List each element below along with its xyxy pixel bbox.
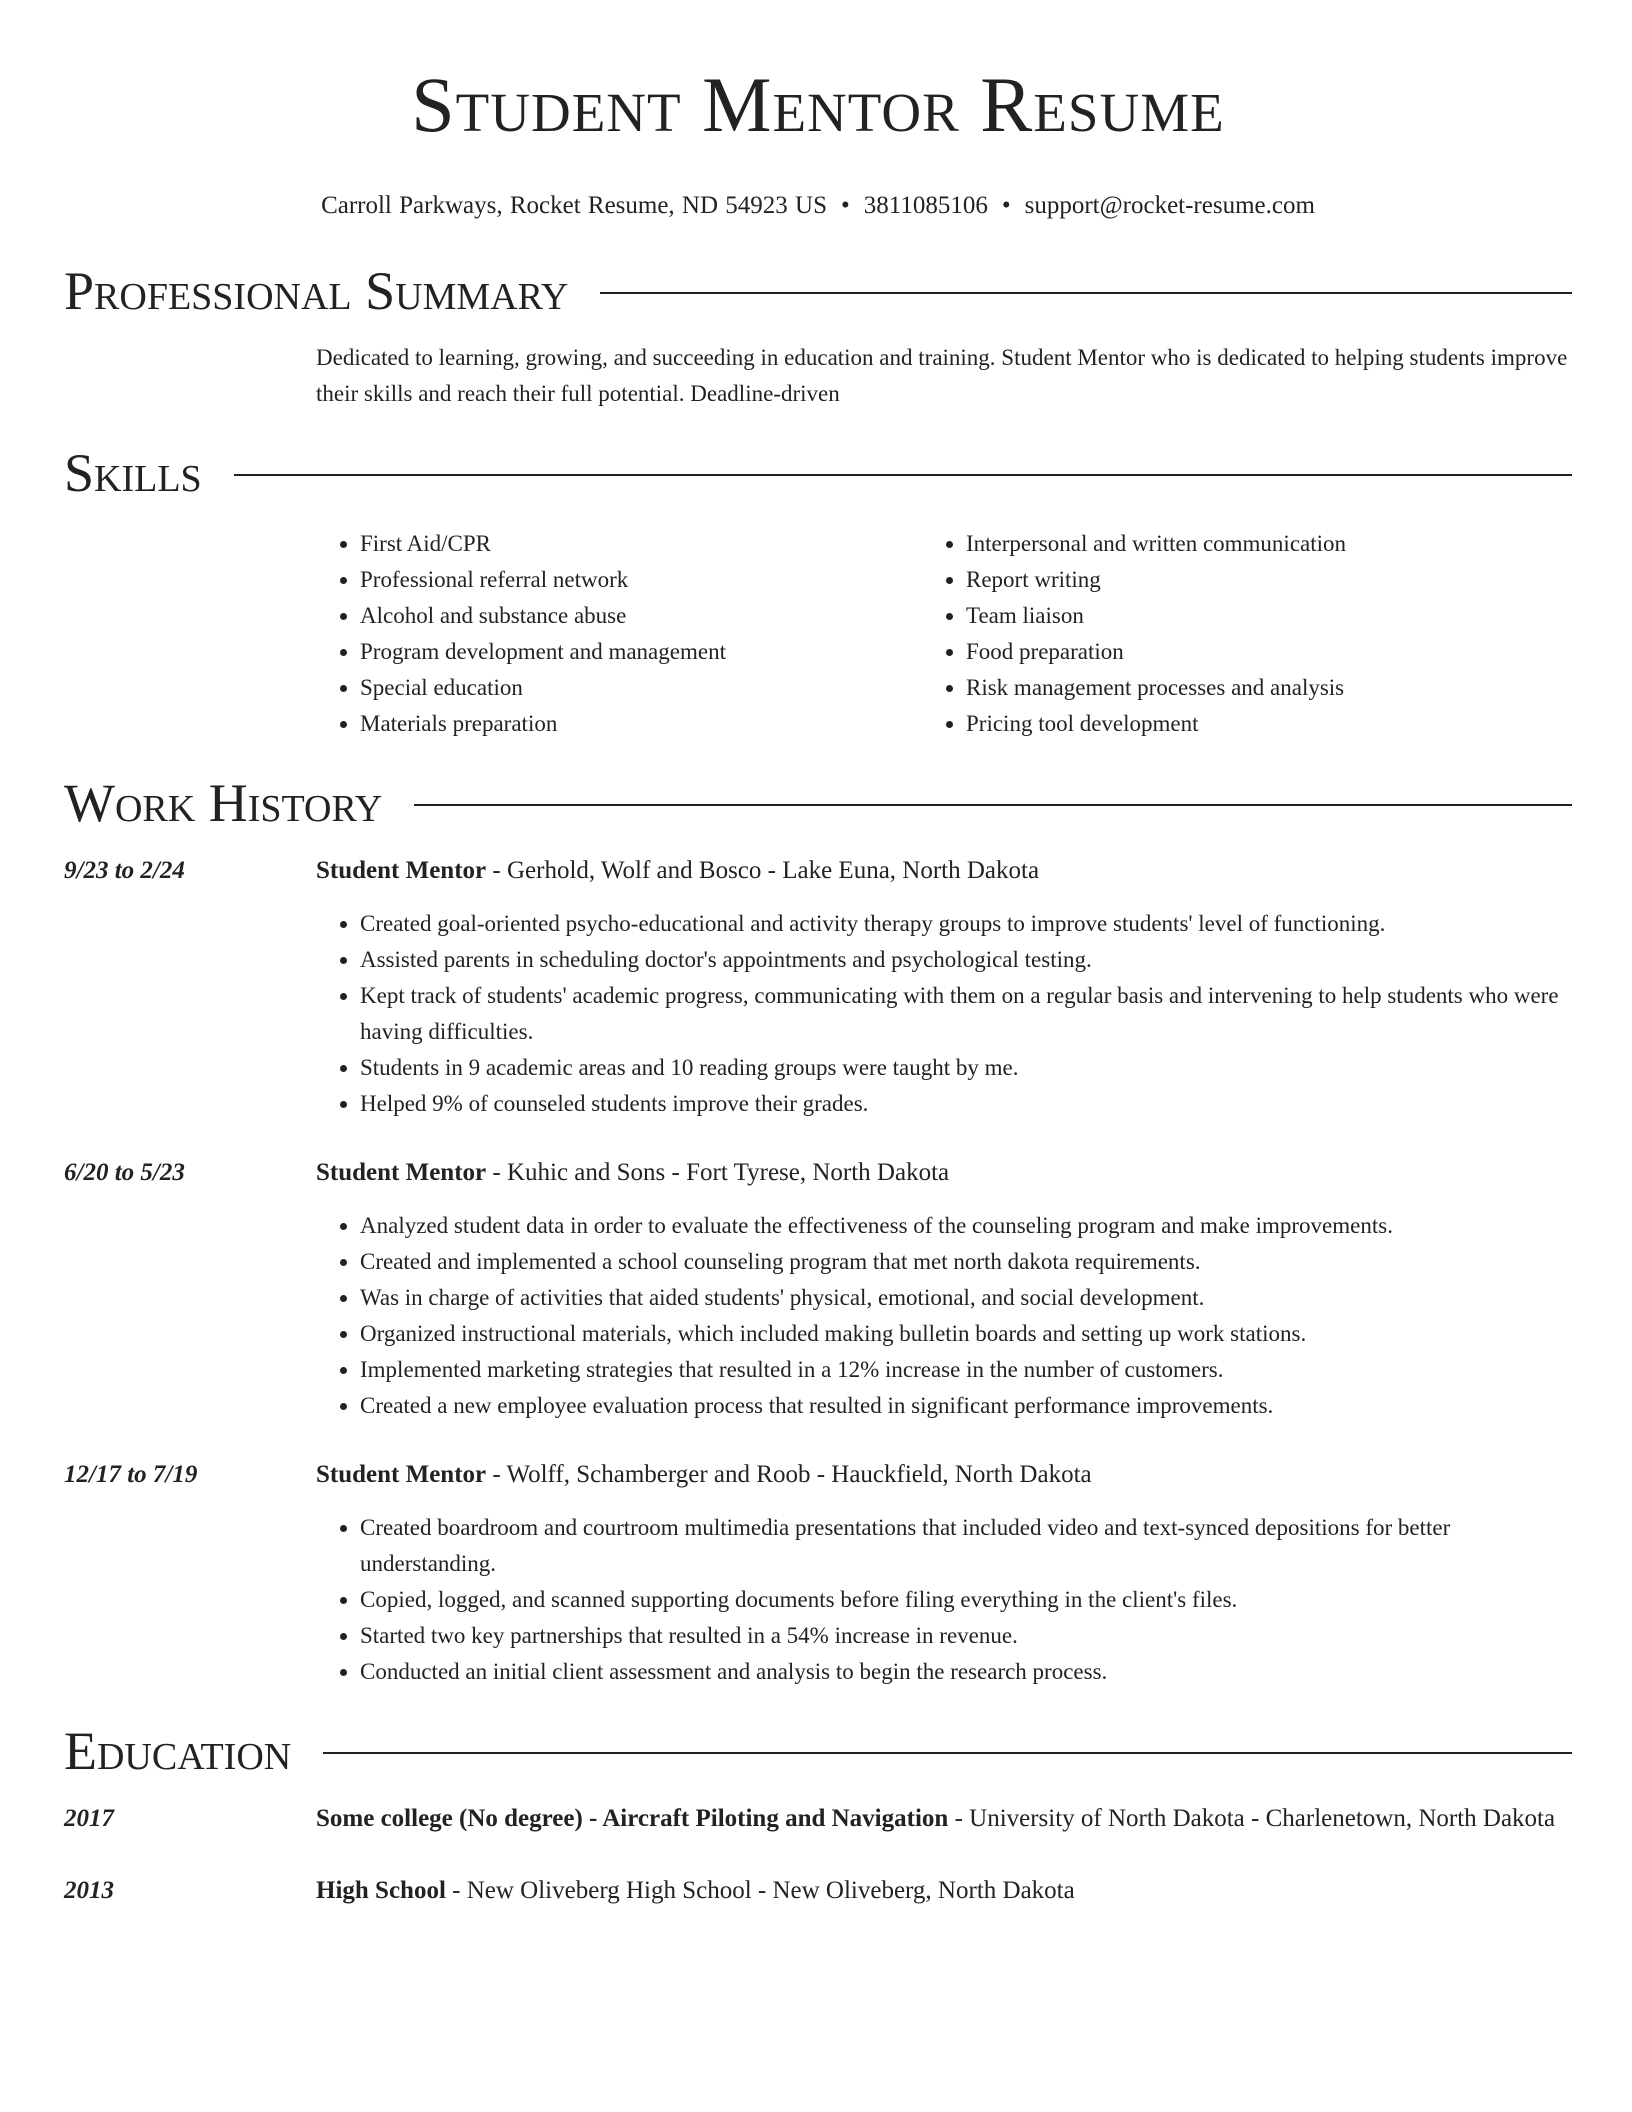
skill-item: • Special education — [360, 670, 966, 706]
skill-item: • First Aid/CPR — [360, 526, 966, 562]
job-bullet: • Students in 9 academic areas and 10 reading groups were taught by me. — [360, 1050, 1572, 1086]
job-entry — [64, 1456, 1572, 1690]
skill-item: • Materials preparation — [360, 706, 966, 742]
education-details: - University of North Dakota - Charlenetown, North Dakota — [948, 1805, 1556, 1832]
education-year: 2017 — [64, 1805, 114, 1832]
contact-line — [64, 190, 1572, 222]
summary-heading: Professional Summary — [64, 261, 569, 321]
section-divider — [323, 1752, 1572, 1754]
job-bullet: • Analyzed student data in order to evaluate the effectiveness of the counseling program and make improvements. — [360, 1208, 1572, 1244]
job-entry — [64, 852, 1572, 1122]
education-body — [316, 1872, 1572, 1910]
skill-item: • Program development and management — [360, 634, 966, 670]
job-bullet: • Helped 9% of counseled students improve their grades. — [360, 1086, 1572, 1122]
skills-section-heading — [64, 442, 1572, 504]
job-bullet: • Assisted parents in scheduling doctor's appointments and psychological testing. — [360, 942, 1572, 978]
skill-item: • Pricing tool development — [966, 706, 1572, 742]
resume-title: Student Mentor Resume — [411, 61, 1225, 148]
job-bullet: • Created a new employee evaluation process that resulted in significant performance improvements. — [360, 1388, 1572, 1424]
contact-email: support@rocket-resume.com — [1024, 192, 1315, 219]
education-degree: Some college (No degree) - Aircraft Piloting and Navigation — [316, 1805, 949, 1832]
job-entry — [64, 1154, 1572, 1424]
job-bullet: • Implemented marketing strategies that resulted in a 12% increase in the number of customers. — [360, 1352, 1572, 1388]
job-title: Student Mentor — [316, 1159, 487, 1186]
skill-item: • Interpersonal and written communication — [966, 526, 1572, 562]
education-details: - New Oliveberg High School - New Oliveberg, North Dakota — [445, 1877, 1075, 1904]
section-divider — [414, 804, 1572, 806]
skill-item: • Risk management processes and analysis — [966, 670, 1572, 706]
job-dates: 6/20 to 5/23 — [64, 1159, 185, 1186]
section-divider — [234, 474, 1572, 476]
job-bullet: • Created boardroom and courtroom multimedia presentations that included video and text-synced depositions for better understanding. — [360, 1510, 1572, 1582]
skills-list — [316, 526, 1572, 742]
job-details: - Gerhold, Wolf and Bosco - Lake Euna, North Dakota — [486, 857, 1040, 884]
skill-item: • Food preparation — [966, 634, 1572, 670]
skill-item: • Professional referral network — [360, 562, 966, 598]
skill-item: • Report writing — [966, 562, 1572, 598]
skill-item: • Team liaison — [966, 598, 1572, 634]
education-body — [316, 1800, 1572, 1838]
summary-text: Dedicated to learning, growing, and succeeding in education and training. Student Mentor who is dedicated to helping students improve their skills and reach their full potential. Deadline-driven — [316, 345, 1568, 406]
contact-separator: • — [841, 192, 850, 219]
job-title: Student Mentor — [316, 1461, 487, 1488]
summary-section-heading — [64, 260, 1572, 322]
skill-item: • Alcohol and substance abuse — [360, 598, 966, 634]
job-bullet: • Kept track of students' academic progress, communicating with them on a regular basis and intervening to help students who were having difficulties. — [360, 978, 1572, 1050]
job-bullet: • Created and implemented a school counseling program that met north dakota requirements. — [360, 1244, 1572, 1280]
job-details: - Kuhic and Sons - Fort Tyrese, North Dakota — [486, 1159, 950, 1186]
work-heading: Work History — [64, 773, 383, 833]
job-title-line — [316, 1456, 1572, 1494]
job-title-line — [316, 852, 1572, 890]
job-bullet: • Copied, logged, and scanned supporting documents before filing everything in the client's files. — [360, 1582, 1572, 1618]
contact-phone: 3811085106 — [863, 192, 988, 219]
job-bullet: • Organized instructional materials, which included making bulletin boards and setting up work stations. — [360, 1316, 1572, 1352]
job-bullet: • Was in charge of activities that aided students' physical, emotional, and social development. — [360, 1280, 1572, 1316]
job-bullets — [316, 1510, 1572, 1690]
job-body — [316, 1456, 1572, 1690]
education-heading: Education — [64, 1721, 292, 1781]
job-bullets — [316, 906, 1572, 1122]
job-details: - Wolff, Schamberger and Roob - Hauckfield, North Dakota — [486, 1461, 1092, 1488]
skills-column-left — [316, 526, 966, 742]
skills-heading: Skills — [64, 443, 202, 503]
job-dates: 12/17 to 7/19 — [64, 1461, 198, 1488]
education-degree: High School — [316, 1877, 446, 1904]
section-divider — [600, 292, 1572, 294]
education-section-heading — [64, 1720, 1572, 1782]
education-year: 2013 — [64, 1877, 114, 1904]
skills-column-right — [966, 526, 1572, 742]
job-bullets — [316, 1208, 1572, 1424]
contact-address: Carroll Parkways, Rocket Resume, ND 54923 US — [321, 192, 828, 219]
job-dates: 9/23 to 2/24 — [64, 857, 185, 884]
contact-separator: • — [1001, 192, 1011, 219]
job-title-line — [316, 1154, 1572, 1192]
job-body — [316, 1154, 1572, 1424]
job-body — [316, 852, 1572, 1122]
job-bullet: • Conducted an initial client assessment and analysis to begin the research process. — [360, 1654, 1572, 1690]
education-entry — [64, 1800, 1572, 1838]
education-entry — [64, 1872, 1572, 1910]
work-section-heading — [64, 772, 1572, 834]
job-bullet: • Started two key partnerships that resulted in a 54% increase in revenue. — [360, 1618, 1572, 1654]
job-bullet: • Created goal-oriented psycho-educational and activity therapy groups to improve students' level of functioning. — [360, 906, 1572, 942]
job-title: Student Mentor — [316, 857, 487, 884]
